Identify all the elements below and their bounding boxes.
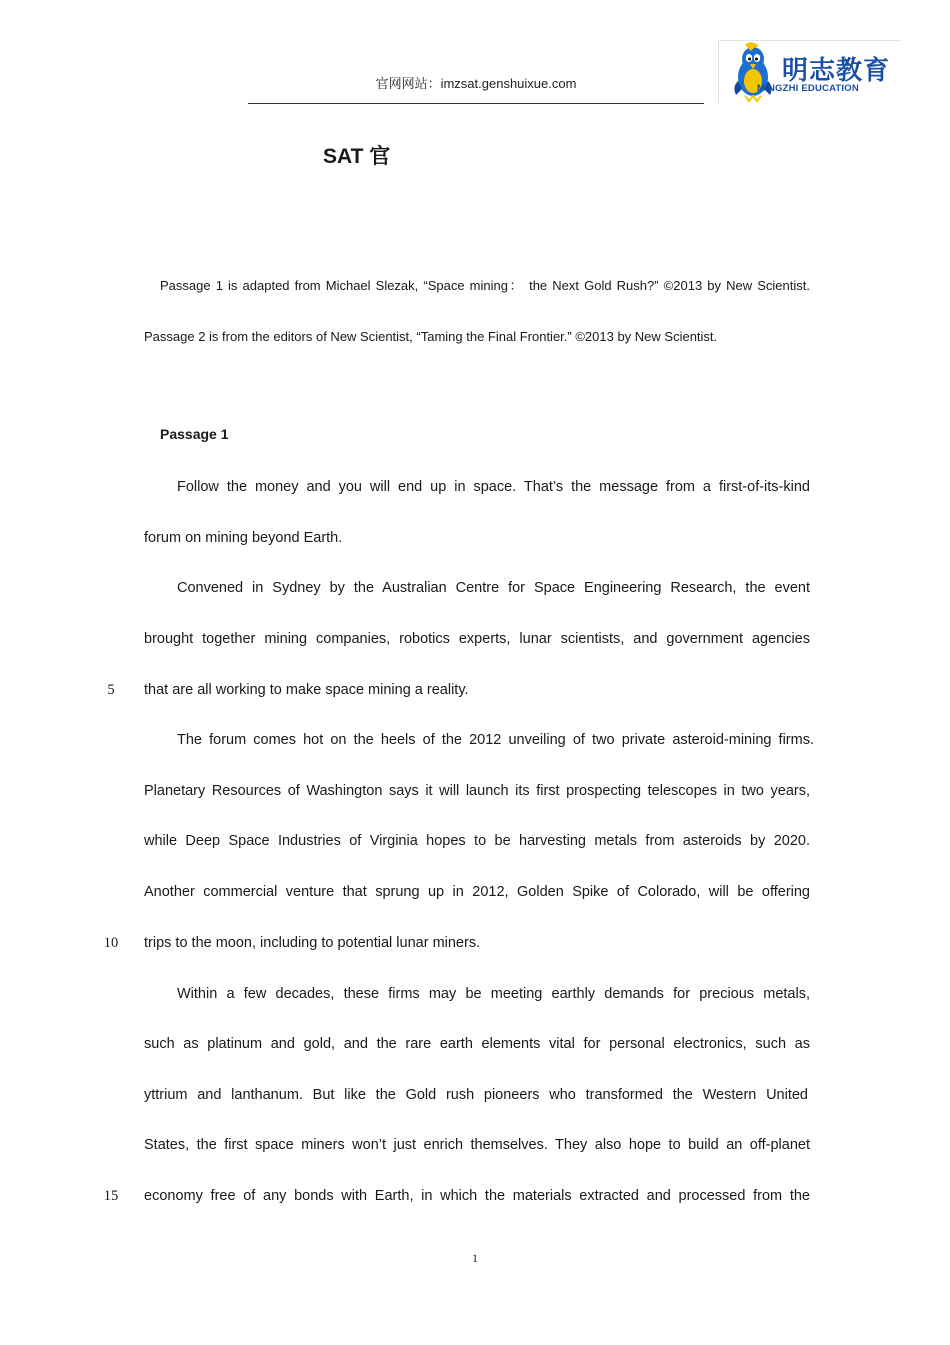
source-citation-1: Passage 1 is adapted from Michael Slezak, “Space mining： the Next Gold Rush?” ©2013 by New Scientist.: [160, 278, 810, 293]
logo-english-name: MINGZHI EDUCATION: [757, 83, 859, 94]
passage-line: economy free of any bonds with Earth, in which the materials extracted and processed from the: [144, 1188, 810, 1204]
passage-line: Follow the money and you will end up in space. That’s the message from a first-of-its-kind: [177, 479, 810, 495]
passage-line: trips to the moon, including to potential lunar miners.: [144, 935, 481, 951]
brand-logo: [718, 40, 901, 103]
passage-line: States, the first space miners won’t just enrich themselves. They also hope to build an off-planet: [144, 1137, 810, 1153]
passage-line: brought together mining companies, robotics experts, lunar scientists, and government agencies: [144, 631, 810, 647]
passage-line: Planetary Resources of Washington says it will launch its first prospecting telescopes in two years,: [144, 783, 810, 799]
passage-line: forum on mining beyond Earth.: [144, 530, 343, 546]
passage-line: Convened in Sydney by the Australian Centre for Space Engineering Research, the event: [177, 580, 810, 596]
passage-line: that are all working to make space mining a reality.: [144, 682, 469, 698]
header-divider: [248, 103, 704, 104]
logo-chinese-name: 明志教育: [782, 56, 891, 86]
line-number: 10: [103, 935, 119, 951]
passage-line: Within a few decades, these firms may be meeting earthly demands for precious metals,: [177, 986, 810, 1002]
passage-line: yttrium and lanthanum. But like the Gold rush pioneers who transformed the Western United: [144, 1087, 808, 1103]
passage-line: such as platinum and gold, and the rare earth elements vital for personal electronics, such as: [144, 1036, 810, 1052]
passage-line: while Deep Space Industries of Virginia hopes to be harvesting metals from asteroids by 2020.: [144, 833, 810, 849]
passage-line: Another commercial venture that sprung up in 2012, Golden Spike of Colorado, will be offering: [144, 884, 810, 900]
page-number: 1: [472, 1251, 478, 1265]
line-number: 15: [103, 1188, 119, 1204]
document-title: SAT 官: [323, 145, 391, 168]
passage-heading: Passage 1: [160, 426, 229, 442]
header-site-url: 官网网站：imzsat.genshuixue.com: [375, 76, 577, 91]
source-citation-2: Passage 2 is from the editors of New Scientist, “Taming the Final Frontier.” ©2013 by New Scientist.: [144, 329, 718, 344]
line-number: 5: [107, 682, 115, 698]
passage-line: The forum comes hot on the heels of the 2012 unveiling of two private asteroid-mining firms.: [177, 732, 814, 748]
